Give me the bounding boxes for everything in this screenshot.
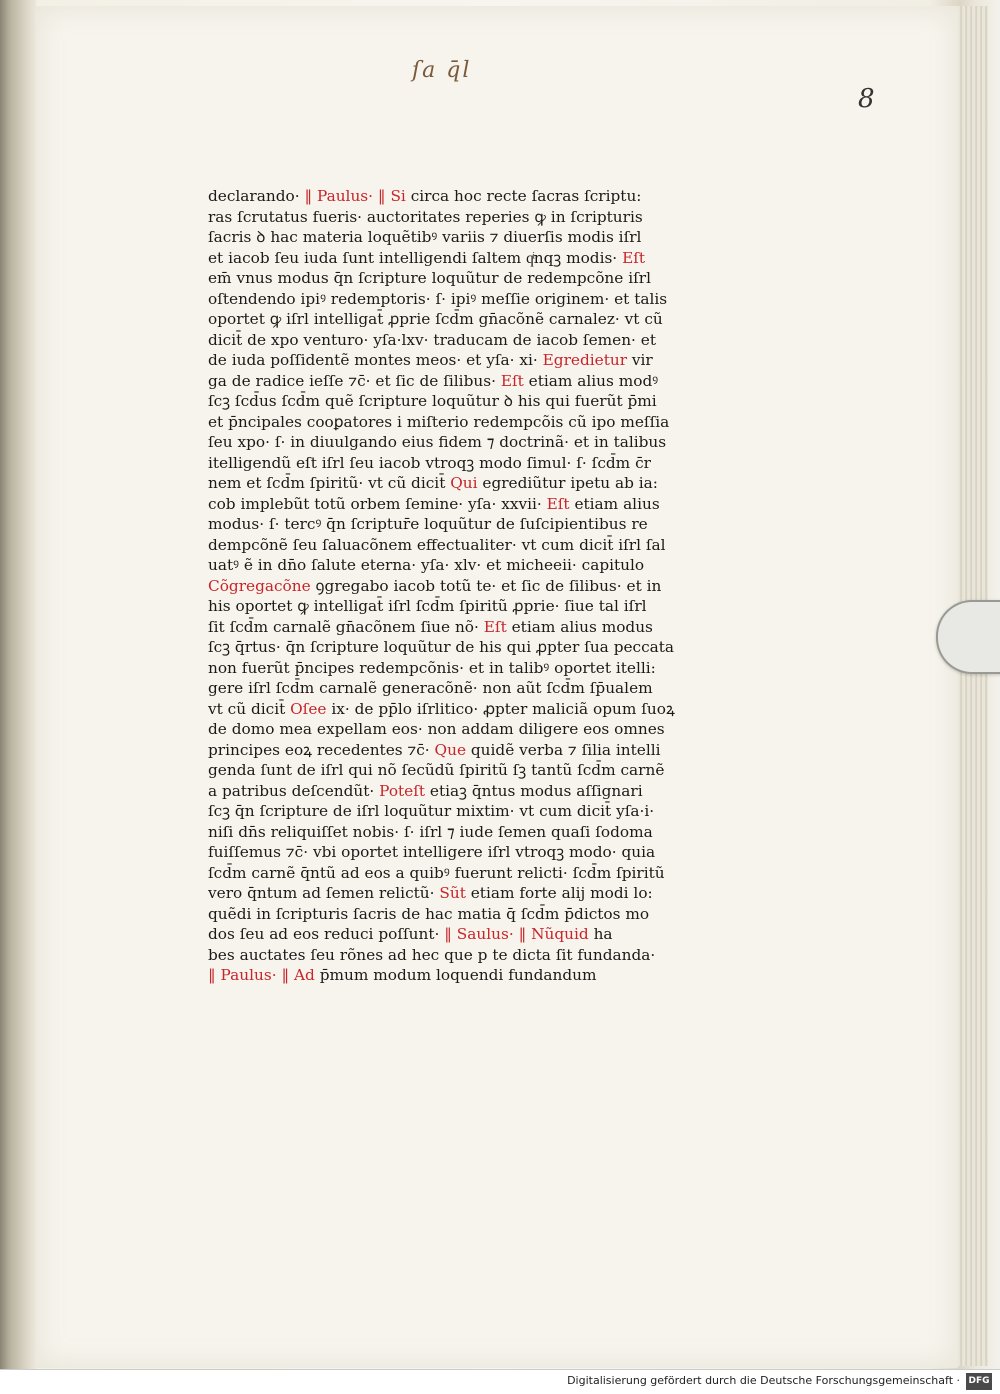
rubric: Eſt xyxy=(622,248,646,267)
text-line: cob implebũt totũ orbem ſemine· yſa· xxvii· Eſt etiam alius xyxy=(208,494,660,513)
rubric: Saulus· xyxy=(456,925,514,943)
text-line: oportet ꝙ iſrl intelligat̄ ꝓprie ſcd̄m gn̄acõnẽ carnalez· vt cũ xyxy=(208,310,663,328)
rubric: Eſt xyxy=(500,371,524,390)
text-line: non fuerũt p̄ncipes redempcõnis· et in talibꝰ oportet itelli: xyxy=(208,658,656,677)
rubric: Ad xyxy=(293,966,315,984)
footer-credit: Digitalisierung gefördert durch die Deutsche Forschungsgemeinschaft · xyxy=(567,1374,960,1387)
text-line: ſit ſcd̄m carnalẽ gn̄acõnem ſiue nõ· Eſt etiam alius modus xyxy=(208,617,653,636)
rubric: ‖ xyxy=(377,187,386,205)
text-line: de iuda poſſidentẽ montes meos· et yſa· xi· Egredietur vir xyxy=(208,351,653,369)
rubric: Paulus· xyxy=(220,966,277,984)
text-line: declarando· ‖ Paulus· ‖ Si circa hoc recte ſacras ſcriptu: xyxy=(208,187,642,205)
handwritten-annotation: ſa q̄l xyxy=(412,58,472,83)
rubric: ‖ xyxy=(281,966,290,984)
text-line: ſcꝫ q̄n ſcripture de iſrl loquũtur mixtim· vt cum dicit̄ yſa·i· xyxy=(208,802,655,820)
rubric: Poteſt xyxy=(379,781,426,800)
text-line: a patribus deſcendũt· Poteſt etiaꝫ q̄ntus modus aſſignari xyxy=(208,781,643,800)
rubric: Eſt xyxy=(546,494,570,513)
text-line: dos ſeu ad eos reduci poſſunt· ‖ Saulus· ‖ Nũquid ha xyxy=(208,925,613,943)
text-line: ſeu xpo· ſ· in diuulgando eius fidem ⁊ doctrinã· et in talibus xyxy=(208,433,667,451)
text-line: genda ſunt de iſrl qui nõ ſecũdũ ſpiritũ ſꝫ tantũ ſcd̄m carnẽ xyxy=(208,761,665,779)
text-line: ſcꝫ ſcd̄us ſcd̄m quẽ ſcripture loquũtur ꝺ his qui fuerũt p̄mi xyxy=(208,392,657,410)
text-line: niſi dn̄s reliquiſſet nobis· ſ· iſrl ⁊ iude ſemen quaſi ſodoma xyxy=(208,822,653,841)
text-line: vero q̄ntum ad ſemen relictũ· Sũt etiam forte alij modi lo: xyxy=(208,884,653,902)
text-line: Cõgregacõne ꝯgregabo iacob totũ te· et ſic de ſilibus· et in xyxy=(208,576,662,595)
rubric: Que xyxy=(434,740,466,759)
text-line: quẽdi in ſcripturis ſacris de hac matia q̄ ſcd̄m p̄dictos mo xyxy=(208,904,650,923)
page-clip xyxy=(936,600,1000,674)
text-line: gere iſrl ſcd̄m carnalẽ generacõnẽ· non aũt ſcd̄m ſp̄ualem xyxy=(208,679,653,697)
rubric: Oſee xyxy=(290,699,327,718)
rubric: Nũquid xyxy=(531,925,589,943)
text-line: ſcd̄m carnẽ q̄ntũ ad eos a quibꝰ fuerunt relicti· ſcd̄m ſpiritũ xyxy=(208,863,665,882)
text-line: oſtendendo ipiꝰ redemptoris· ſ· ipiꝰ meſſie originem· et talis xyxy=(208,289,668,308)
text-line: ſcꝫ q̄rtus· q̄n ſcripture loquũtur de his qui ꝓpter ſua peccata xyxy=(208,638,675,656)
text-line: fuiſſemus ⁊c̄· vbi oportet intelligere iſrl vtroqꝫ modo· quia xyxy=(208,843,656,861)
rubric: ‖ xyxy=(444,925,452,943)
text-line: de domo mea expellam eos· non addam diligere eos omnes xyxy=(208,720,665,738)
dfg-logo: DFG xyxy=(966,1373,992,1390)
text-line: dempcõnẽ ſeu ſaluacõnem effectualiter· vt cum dicit̄ iſrl ſal xyxy=(208,535,666,554)
rubric: Si xyxy=(390,187,406,205)
text-line: principes eoꝝ recedentes ⁊c̄· Que quidẽ verba ⁊ ſilia intelli xyxy=(208,740,661,759)
text-line: ras ſcrutatus fueris· auctoritates reperies ꝙ in ſcripturis xyxy=(208,207,643,226)
text-line: modus· ſ· tercꝰ q̄n ſcriptur̄e loquũtur de ſuſcipientibus re xyxy=(208,515,648,533)
text-line: et p̄ncipales cooꝑatores i miſterio redempcõis cũ ipo meſſia xyxy=(208,412,670,431)
text-line: ſacris ꝺ hac materia loquẽtibꝰ variis ⁊ diuerſis modis iſrl xyxy=(208,228,642,246)
page-edges xyxy=(958,6,988,1366)
rubric: ‖ xyxy=(208,966,216,984)
rubric: Cõgregacõne xyxy=(208,576,311,595)
rubric: Sũt xyxy=(439,884,466,902)
text-line: ‖ Paulus· ‖ Ad p̄mum modum loquendi fundandum xyxy=(208,966,597,984)
text-line: his oportet ꝙ intelligat̄ iſrl ſcd̄m ſpiritũ ꝓprie· ſiue tal iſrl xyxy=(208,597,647,615)
text-line: em̄ vnus modus q̄n ſcripture loquũtur de redempcõne iſrl xyxy=(208,269,651,287)
book-binding xyxy=(0,0,36,1370)
rubric: Egredietur xyxy=(542,351,628,369)
rubric: Qui xyxy=(450,474,478,492)
text-line: ga de radice ieſſe ⁊c̄· et ſic de ſilibus· Eſt etiam alius modꝰ xyxy=(208,371,659,390)
folio-number: 8 xyxy=(858,84,875,114)
rubric: ‖ xyxy=(304,187,313,205)
rubric: Eſt xyxy=(483,617,507,636)
text-line: dicit̄ de xpo venturo· yſa·lxv· traducam de iacob ſemen· et xyxy=(208,330,656,349)
rubric: ‖ xyxy=(518,925,527,943)
text-line: nem et ſcd̄m ſpiritũ· vt cũ dicit̄ Qui egrediũtur ipetu ab ia: xyxy=(208,474,658,492)
rubric: Paulus· xyxy=(316,187,374,205)
text-line: uatꝰ ẽ in dn̄o ſalute eterna· yſa· xlv· et micheeii· capitulo xyxy=(208,556,645,574)
footer-bar xyxy=(0,1369,1000,1394)
text-line: vt cũ dicit̄ Oſee ix· de pp̄lo iſrlitico· ꝓpter maliciã opum ſuoꝝ xyxy=(208,699,675,718)
text-line: itelligendũ eſt iſrl ſeu iacob vtroqꝫ modo ſimul· ſ· ſcd̄m c̄r xyxy=(208,453,651,472)
text-line: et iacob ſeu iuda ſunt intelligendi ſaltem qͥnqꝫ modis· Eſt xyxy=(208,248,646,267)
text-block xyxy=(208,186,736,1036)
text-line: bes auctates ſeu rõnes ad hec que p te dicta ſit fundanda· xyxy=(208,945,656,964)
